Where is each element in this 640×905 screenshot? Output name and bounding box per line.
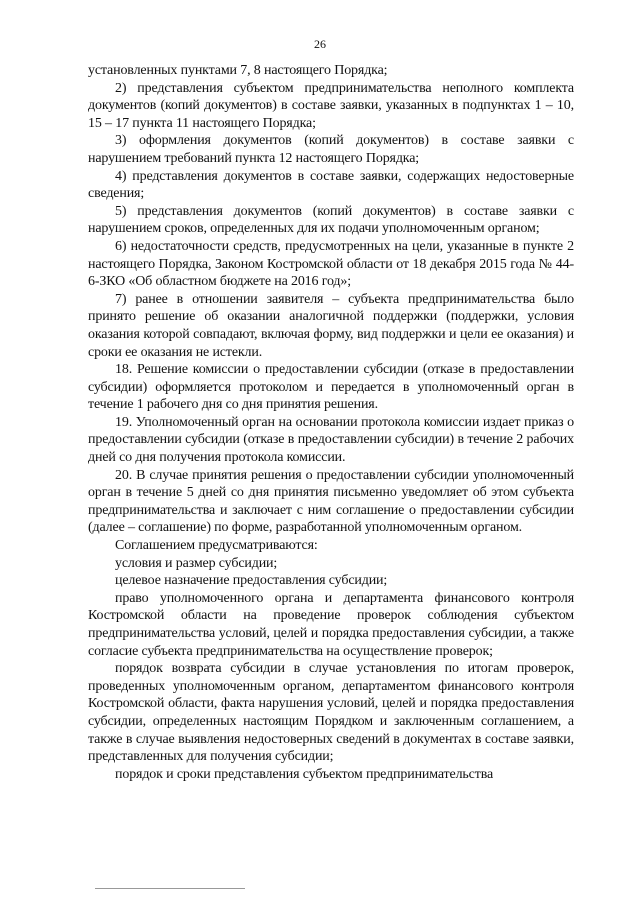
paragraph-clause-20: 20. В случае принятия решения о предоставлении субсидии уполномоченный орган в течение 5 дней со дня принятия письменно уведомляет об этом субъекта предпринимательства и заключает с ним соглашение о предоставлении субсидии (далее – соглашение) по форме, разработанной уполномоченным органом.: [88, 467, 574, 536]
paragraph-agreement-terms: условия и размер субсидии;: [115, 555, 278, 571]
footer-rule: [95, 888, 245, 889]
paragraph-continuation: установленных пунктами 7, 8 настоящего Порядка;: [88, 63, 388, 78]
document-body: [88, 62, 574, 783]
paragraph-item-6: 6) недостаточности средств, предусмотренных на цели, указанные в пункте 2 настоящего Порядка, Законом Костромской области от 18 декабря 2015 года № 44-6-ЗКО «Об областном бюджете на 2016 год»;: [88, 238, 574, 290]
paragraph-item-2: 2) представления субъектом предпринимательства неполного комплекта документов (копий документов) в составе заявки, указанных в подпунктах 1 – 10, 15 – 17 пункта 11 настоящего Порядка;: [88, 80, 574, 131]
paragraph-agreement-intro: Соглашением предусматриваются:: [115, 538, 318, 554]
paragraph-item-3: 3) оформления документов (копий документов) в составе заявки с нарушением требований пункта 12 настоящего Порядка;: [88, 133, 574, 166]
paragraph-clause-19: 19. Уполномоченный орган на основании протокола комиссии издает приказ о предоставлении субсидии (отказе в предоставлении субсидии) в течение 2 рабочих дней со дня получения протокола комиссии.: [88, 414, 574, 466]
paragraph-agreement-reporting: порядок и сроки представления субъектом предпринимательства: [115, 766, 494, 782]
paragraph-item-7: 7) ранее в отношении заявителя – субъекта предпринимательства было принято решение об оказании аналогичной поддержки (поддержки, условия оказания которой совпадают, включая форму, вид поддержки и цели ее оказания) и сроки ее оказания не истекли.: [88, 291, 574, 360]
paragraph-clause-18: 18. Решение комиссии о предоставлении субсидии (отказе в предоставлении субсидии) оформляется протоколом и передается в уполномоченный орган в течение 1 рабочего дня со дня принятия решения.: [88, 362, 574, 413]
paragraph-item-4: 4) представления документов в составе заявки, содержащих недостоверные сведения;: [88, 168, 574, 202]
paragraph-agreement-refund: порядок возврата субсидии в случае установления по итогам проверок, проведенных уполномоченным органом, департаментом финансового контроля Костромской области, факта нарушения условий, целей и порядка предоставления субсидии, определенных настоящим Порядком и заключенным соглашением, а также в случае выявления недостоверных сведений в документах в составе заявки, представленных для получения субсидии;: [88, 661, 574, 765]
paragraph-agreement-purpose: целевое назначение предоставления субсидии;: [115, 573, 388, 589]
paragraph-item-5: 5) представления документов (копий документов) в составе заявки с нарушением сроков, определенных для их подачи уполномоченным органом;: [88, 203, 574, 237]
page-number: 26: [314, 37, 326, 51]
paragraph-agreement-inspection: право уполномоченного органа и департамента финансового контроля Костромской области на проведение проверок соблюдения субъектом предпринимательства условий, целей и порядка предоставления субсидии, а также согласие субъекта предпринимательства на осуществление проверок;: [88, 590, 574, 659]
